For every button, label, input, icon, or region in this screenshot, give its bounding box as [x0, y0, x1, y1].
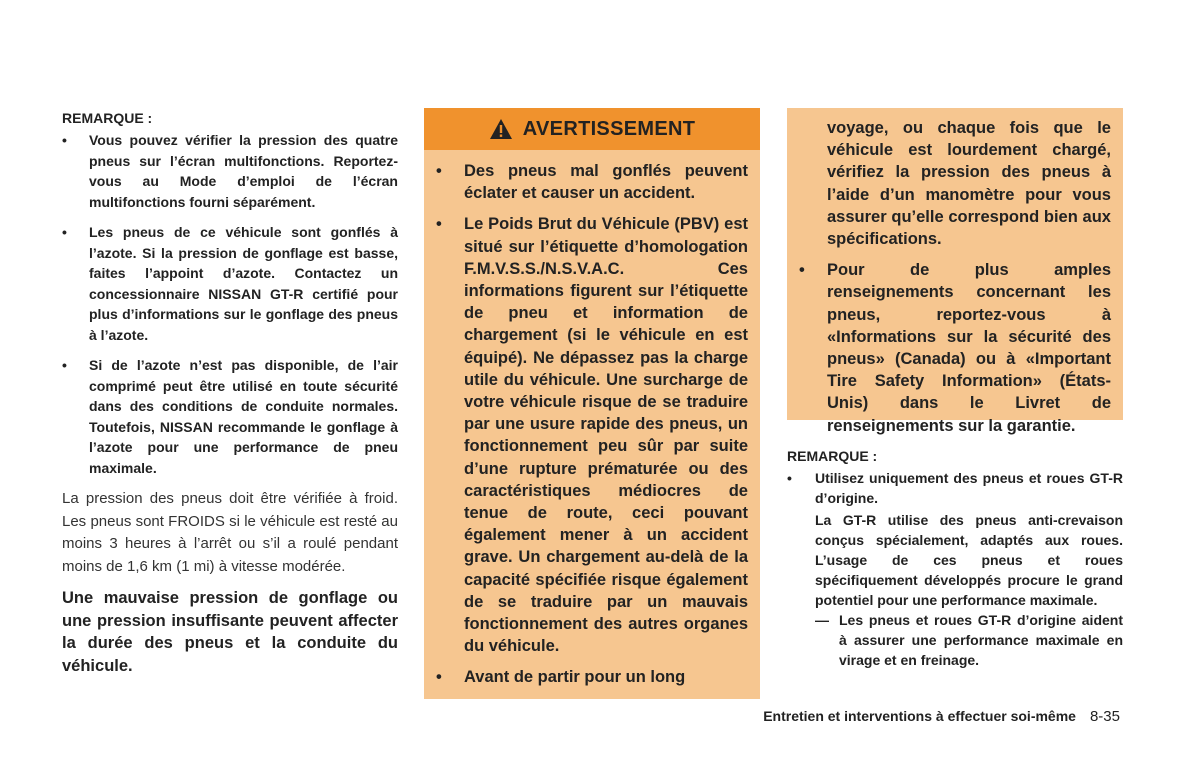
warning-item: • Le Poids Brut du Véhicule (PBV) est situé sur l’étiquette d’homologation F.M.V.S.S./N.S.V.A.C. Ces informations figurent sur l’étiquette de pneu et information de chargement (si le véhicule en est équipé). Ne dépassez pas la charge utile du véhicule. Une surcharge de votre véhicule risque de se traduire par une usure rapide des pneus, un fonctionnement peu sûr par suite d’une rupture prématurée ou des caractéristiques médiocres de tenue de route, ceci pouvant également mener à un accident grave. Un chargement au-delà de la capacité spécifiée risque également de se traduire par un mauvais fonctionnement des autres organes du véhicule.: [436, 213, 748, 657]
page-number: 8-35: [1089, 708, 1120, 725]
warning-title: AVERTISSEMENT: [522, 117, 696, 140]
note-list: [62, 130, 398, 478]
warning-box: [424, 108, 760, 699]
dash-text: Les pneus et roues GT-R d’origine aident à assurer une performance maximale en virage et en freinage.: [839, 612, 1123, 668]
warning-continuation: voyage, ou chaque fois que le véhicule est lourdement chargé, vérifiez la pression des pneus à l’aide d’un manomètre pour vous assurer qu’elle correspond bien aux spécifications.: [827, 119, 1111, 249]
note-item: • Les pneus de ce véhicule sont gonflés à l’azote. Si la pression de gonflage est basse, faites l’appoint d’azote. Contactez un concessionnaire NISSAN GT-R certifié pour plus d’informations sur le gonflage des pneus à l’azote.: [62, 222, 398, 345]
warning-item: • Des pneus mal gonflés peuvent éclater et causer un accident.: [436, 160, 748, 204]
dash-mark: —: [815, 612, 829, 628]
warning-header: [424, 108, 760, 150]
warning-item: • Pour de plus amples renseignements concernant les pneus, reportez-vous à «Informations sur la sécurité des pneus» (Canada) ou à «Important Tire Safety Information» (États-Unis) dans le Livret de renseignements sur la garantie.: [799, 259, 1111, 437]
warning-list: [424, 150, 760, 689]
page-footer: [700, 708, 1120, 725]
tire-pressure-paragraph: La pression des pneus doit être vérifiée à froid. Les pneus sont FROIDS si le véhicule est resté au moins 3 heures à l’arrêt ou s’il a roulé pendant moins de 1,6 km (1 mi) à vitesse modérée.: [62, 490, 398, 575]
note-item: • Utilisez uniquement des pneus et roues GT-R d’origine.: [787, 468, 1123, 508]
note-title: REMARQUE :: [787, 448, 878, 464]
note-item-body: La GT-R utilise des pneus anti-crevaison conçus spécialement, adaptés aux roues. L’usage de ces pneus et roues spécifiquement développés procure le grand potentiel pour une performance maximale.: [815, 512, 1123, 608]
note-item: • Vous pouvez vérifier la pression des quatre pneus sur l’écran multifonctions. Reportez-vous au Mode d’emploi de l’écran multifonctions fourni séparément.: [62, 130, 398, 212]
tire-pressure-bold-paragraph: Une mauvaise pression de gonflage ou une pression insuffisante peuvent affecter la durée des pneus et la conduite du véhicule.: [62, 589, 398, 675]
note-item: • Si de l’azote n’est pas disponible, de l’air comprimé peut être utilisé en toute sécurité dans des conditions de conduite normales. Toutefois, NISSAN recommande le gonflage à l’azote pour une performance de pneu maximale.: [62, 355, 398, 478]
footer-section-title: Entretien et interventions à effectuer soi-même: [763, 708, 1076, 724]
note-title: REMARQUE :: [62, 110, 153, 126]
note-dash-item: [787, 610, 1123, 670]
warning-item: • Avant de partir pour un long: [436, 666, 748, 688]
remark-section: [787, 446, 1123, 670]
warning-box-continued: [787, 108, 1123, 435]
right-column: [787, 108, 1123, 670]
warning-triangle-icon: [489, 118, 513, 140]
left-column: [62, 108, 398, 677]
warning-list-continued: [799, 259, 1111, 437]
